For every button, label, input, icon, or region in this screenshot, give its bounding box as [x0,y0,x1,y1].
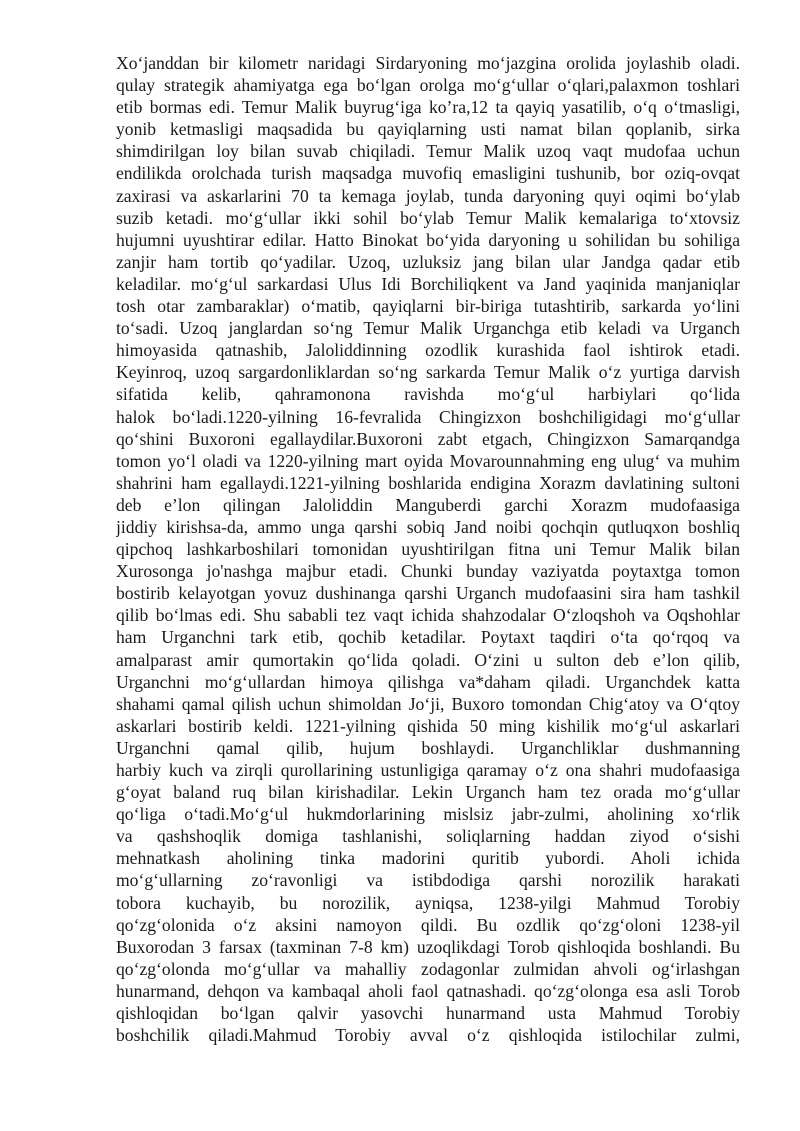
text-line: to‘sadi. Uzoq janglardan so‘ng Temur Malik Urganchga etib keladi va Urganch [116,318,740,339]
text-line: tosh otar zambaraklar) o‘matib, qayiqlarni bir-biriga tutashtirib, sarkarda yo‘lini [116,296,740,317]
text-line: hujumni uyushtirar edilar. Hatto Binokat bo‘yida daryoning u sohilidan bu sohiliga [116,229,740,250]
text-line: va qashshoqlik domiga tashlanishi, soliqlarning haddan ziyod o‘sishi [116,826,740,847]
text-line: tobora kuchayib, bu norozilik, ayniqsa, 1238-yilgi Mahmud Torobiy [116,892,740,913]
text-line: qulay strategik ahamiyatga ega bo‘lgan orolga mo‘g‘ullar o‘qlari,palaxmon toshlari [116,75,740,96]
text-line: mo‘g‘ullarning zo‘ravonligi va istibdodiga qarshi norozilik harakati [116,870,740,891]
text-line: g‘oyat baland ruq bilan kirishadilar. Lekin Urganch ham tez orada mo‘g‘ullar [116,782,740,803]
text-line: shahrini ham egallaydi.1221-yilning boshlarida endigina Xorazm davlatining sultoni [116,472,740,493]
text-line: qo‘shini Buxoroni egallaydilar.Buxoroni zabt etgach, Chingizxon Samarqandga [116,428,740,449]
text-line: hunarmand, dehqon va kambaqal aholi faol qatnashadi. qo‘zg‘olonga esa asli Torob [116,980,740,1001]
text-line: Urganchni qamal qilib, hujum boshlaydi. Urganchliklar dushmanning [116,737,740,758]
text-line: yonib ketmasligi maqsadida bu qayiqlarning usti namat bilan qoplanib, sirka [116,119,740,140]
text-line: endilikda orolchada turish maqsadga muvofiq emasligini tushunib, bor oziq-ovqat [116,163,740,184]
text-line: Xurosonga jo'nashga majbur etadi. Chunki bunday vaziyatda poytaxtga tomon [116,561,740,582]
document-body-text [116,52,740,1046]
text-line: tomon yo‘l oladi va 1220-yilning mart oyida Movarounnahming eng ulug‘ va muhim [116,450,740,471]
text-line: sifatida kelib, qahramonona ravishda mo‘g‘ul harbiylari qo‘lida [116,384,740,405]
text-line: shimdirilgan loy bilan suvab chiqiladi. Temur Malik uzoq vaqt mudofaa uchun [116,141,740,162]
text-line: keladilar. mo‘g‘ul sarkardasi Ulus Idi Borchiliqkent va Jand yaqinida manjaniqlar [116,273,740,294]
text-line: qo‘liga o‘tadi.Mo‘g‘ul hukmdorlarining mislsiz jabr-zulmi, aholining xo‘rlik [116,804,740,825]
text-line: askarlari bostirib keldi. 1221-yilning qishida 50 ming kishilik mo‘g‘ul askarlari [116,715,740,736]
text-line: ham Urganchni tark etib, qochib ketadilar. Poytaxt taqdiri o‘ta qo‘rqoq va [116,627,740,648]
text-line: Xo‘janddan bir kilometr naridagi Sirdaryoning mo‘jazgina orolida joylashib oladi. [116,53,740,73]
text-line: himoyasida qatnashib, Jaloliddinning ozodlik kurashida faol ishtirok etadi. [116,340,740,361]
text-line: deb e’lon qilingan Jaloliddin Manguberdi garchi Xorazm mudofaasiga [116,494,740,515]
text-line: bostirib kelayotgan yovuz dushinanga qarshi Urganch mudofaasini sira ham tashkil [116,583,740,604]
text-line: Keyinroq, uzoq sargardonliklardan so‘ng sarkarda Temur Malik o‘z yurtiga darvish [116,362,740,383]
text-line: halok bo‘ladi.1220-yilning 16-fevralida Chingizxon boshchiligidagi mo‘g‘ullar [116,406,740,427]
text-line: shahami qamal qilish uchun shimoldan Jo‘ji, Buxoro tomondan Chig‘atoy va O‘qtoy [116,693,740,714]
text-line: qo‘zg‘olonida o‘z aksini namoyon qildi. Bu ozdlik qo‘zg‘oloni 1238-yil [116,914,740,935]
text-line: qipchoq lashkarboshilari tomonidan uyushtirilgan fitna uni Temur Malik bilan [116,539,740,560]
text-line: amalparast amir qumortakin qo‘lida qoladi. O‘zini u sulton deb e’lon qilib, [116,649,740,670]
text-line: jiddiy kirishsa-da, ammo unga qarshi sobiq Jand noibi qochqin qutluqxon boshliq [116,516,740,537]
text-line: qishloqidan bo‘lgan qalvir yasovchi hunarmand usta Mahmud Torobiy [116,1003,740,1024]
text-line: qilib bo‘lmas edi. Shu sababli tez vaqt ichida shahzodalar O‘zloqshoh va Oqshohlar [116,605,740,626]
text-line: boshchilik qiladi.Mahmud Torobiy avval o‘z qishloqida istilochilar zulmi, [116,1025,740,1046]
text-line: Urganchni mo‘g‘ullardan himoya qilishga va*daham qiladi. Urganchdek katta [116,671,740,692]
text-line: mehnatkash aholining tinka madorini quritib yubordi. Aholi ichida [116,848,740,869]
text-line: etib bormas edi. Temur Malik buyrug‘iga ko’ra,12 ta qayiq yasatilib, o‘q o‘tmasligi, [116,97,740,118]
text-line: harbiy kuch va zirqli qurollarining ustunligiga qaramay o‘z ona shahri mudofaasiga [116,760,740,780]
text-line: zanjir ham tortib qo‘yadilar. Uzoq, uzluksiz jang bilan ular Jandga qadar etib [116,251,740,272]
text-line: suzib ketadi. mo‘g‘ullar ikki sohil bo‘ylab Temur Malik kemalariga to‘xtovsiz [116,207,740,228]
text-line: zaxirasi va askarlarini 70 ta kemaga joylab, tunda daryoning quyi oqimi bo‘ylab [116,185,740,206]
text-line: Buxorodan 3 farsax (taxminan 7-8 km) uzoqlikdagi Torob qishloqida boshlandi. Bu [116,936,740,957]
text-line: qo‘zg‘olonda mo‘g‘ullar va mahalliy zodagonlar zulmidan ahvoli og‘irlashgan [116,958,740,979]
